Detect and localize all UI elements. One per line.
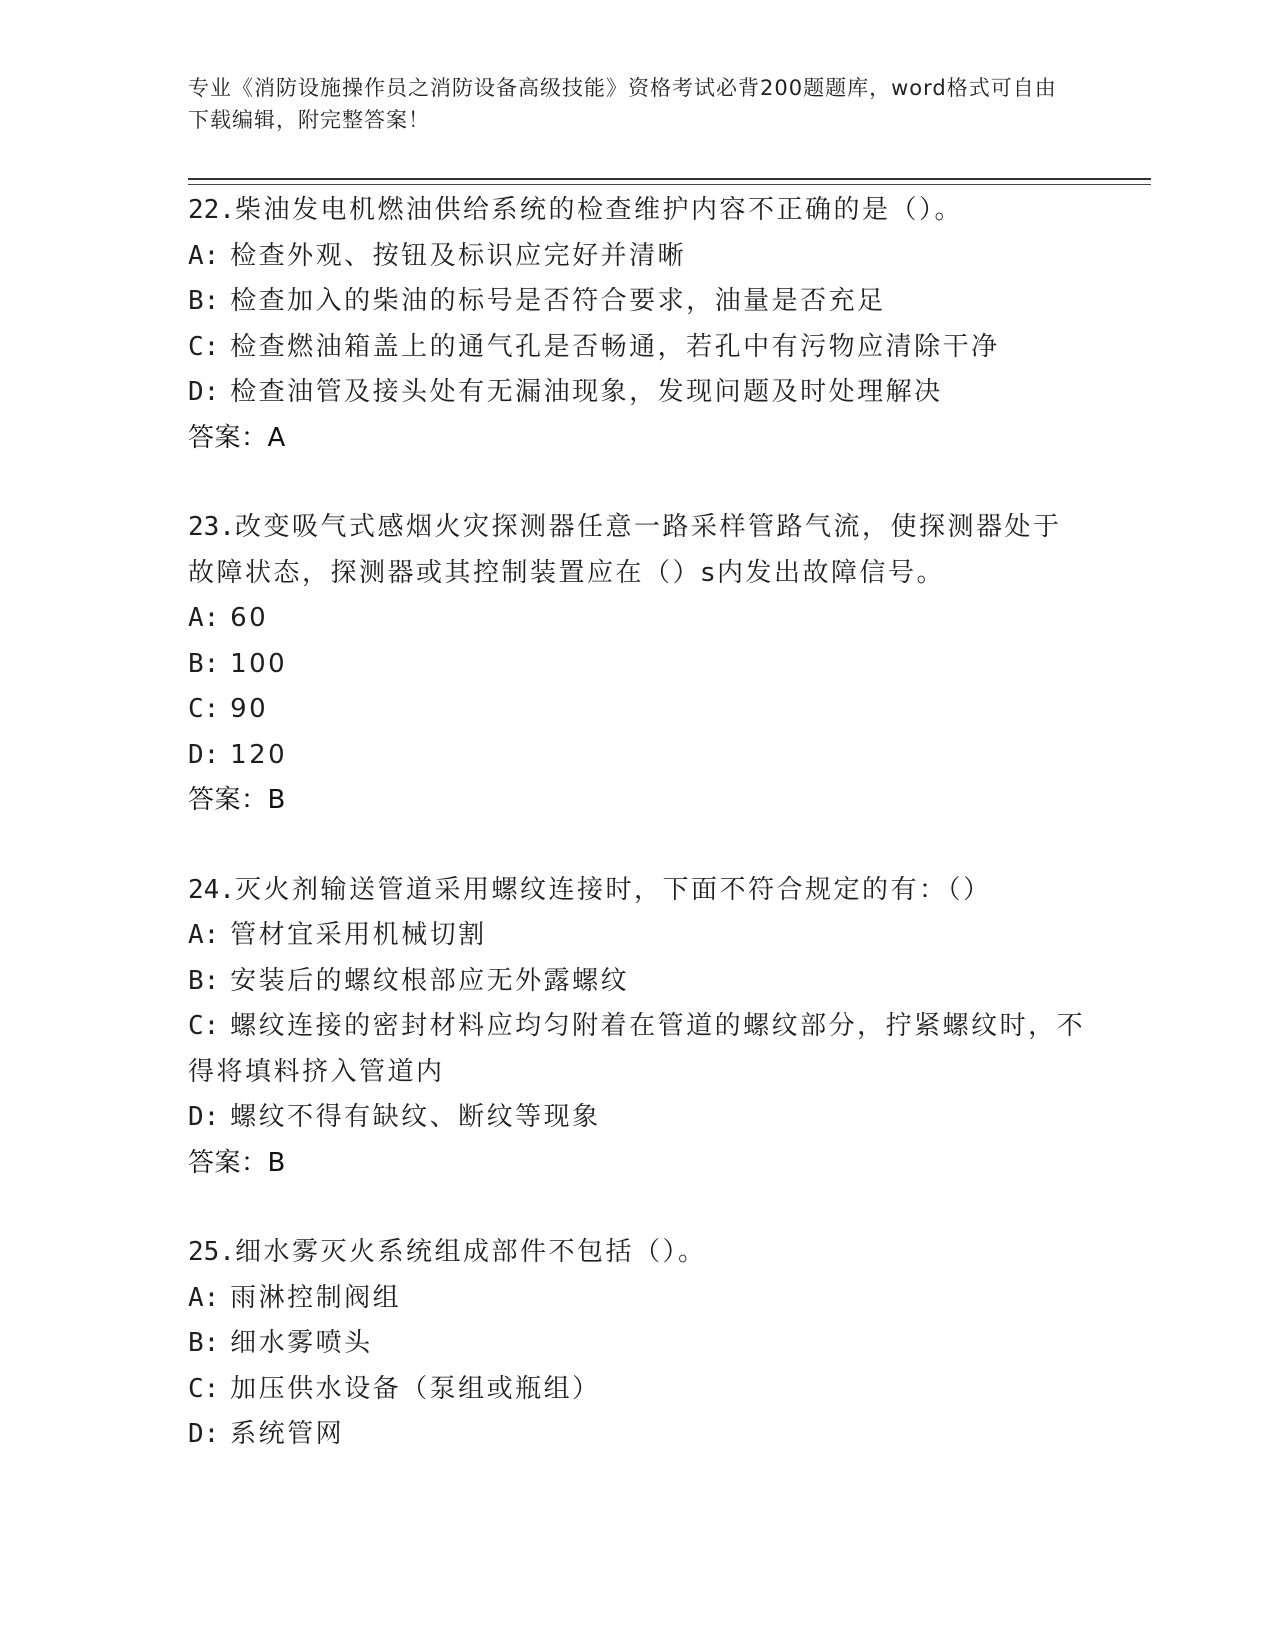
option-key: B: [188, 965, 220, 996]
option-a [188, 234, 1088, 280]
option-a [188, 596, 1088, 642]
option-text: 检查燃油箱盖上的通气孔是否畅通，若孔中有污物应清除干净 [230, 331, 1000, 362]
option-key: C: [188, 694, 220, 724]
answer-label: 答案： [188, 422, 268, 453]
question-22 [188, 188, 1088, 461]
option-text: 120 [230, 739, 288, 770]
option-key: B: [188, 1328, 220, 1358]
question-number: 22. [188, 195, 235, 225]
question-text: 柴油发电机燃油供给系统的检查维护内容不正确的是（）。 [234, 195, 963, 225]
option-c [188, 1004, 1088, 1095]
option-b [188, 279, 1088, 325]
option-key: A: [188, 240, 220, 271]
option-d [188, 370, 1088, 416]
option-key: D: [188, 1102, 220, 1132]
option-text: 螺纹连接的密封材料应均匀附着在管道的螺纹部分，拧紧螺纹时，不得将填料挤入管道内 [188, 1011, 1086, 1087]
option-c [188, 1367, 1088, 1413]
option-text: 管材宜采用机械切割 [230, 920, 487, 950]
question-23 [188, 505, 1088, 824]
option-d [188, 1412, 1088, 1458]
option-b [188, 959, 1088, 1005]
question-25 [188, 1230, 1088, 1458]
question-number: 24. [188, 874, 235, 905]
question-number: 23. [188, 512, 235, 542]
document-header: 专业《消防设施操作员之消防设备高级技能》资格考试必背200题题库，word格式可自由下载编辑，附完整答案！ [188, 76, 1057, 132]
question-stem [188, 505, 1088, 596]
option-key: A: [188, 603, 220, 633]
answer-value: B [267, 1147, 286, 1178]
option-key: D: [188, 377, 220, 407]
question-stem [188, 188, 1088, 234]
option-text: 检查外观、按钮及标识应完好并清晰 [230, 240, 687, 271]
question-text: 改变吸气式感烟火灾探测器任意一路采样管路气流，使探测器处于故障状态，探测器或其控制装置应在（）s内发出故障信号。 [188, 512, 1062, 588]
option-text: 雨淋控制阀组 [230, 1282, 402, 1313]
option-key: C: [188, 1011, 220, 1041]
question-text: 细水雾灭火系统组成部件不包括（）。 [234, 1237, 707, 1267]
option-key: C: [188, 1373, 220, 1404]
option-text: 90 [230, 694, 269, 724]
option-a [188, 1276, 1088, 1322]
answer-line [188, 1141, 1088, 1187]
option-b [188, 642, 1088, 688]
option-key: A: [188, 920, 220, 950]
question-stem [188, 868, 1088, 914]
header-rule-thin [188, 184, 1151, 185]
option-text: 60 [230, 603, 269, 633]
option-a [188, 913, 1088, 959]
option-text: 螺纹不得有缺纹、断纹等现象 [230, 1102, 601, 1132]
header-rule-thick [188, 178, 1151, 180]
option-b [188, 1321, 1088, 1367]
question-24 [188, 868, 1088, 1187]
answer-value: A [267, 422, 286, 453]
option-text: 安装后的螺纹根部应无外露螺纹 [230, 965, 630, 996]
option-text: 检查油管及接头处有无漏油现象，发现问题及时处理解决 [230, 377, 943, 407]
option-key: D: [188, 739, 220, 770]
option-key: C: [188, 331, 220, 362]
option-text: 检查加入的柴油的标号是否符合要求，油量是否充足 [230, 286, 886, 316]
answer-value: B [267, 785, 286, 815]
question-stem [188, 1230, 1088, 1276]
answer-line [188, 416, 1088, 462]
option-key: B: [188, 648, 220, 679]
answer-label: 答案： [188, 1147, 268, 1178]
option-key: A: [188, 1282, 220, 1313]
option-text: 100 [230, 648, 288, 679]
option-text: 加压供水设备（泵组或瓶组） [230, 1373, 601, 1404]
option-text: 系统管网 [230, 1419, 345, 1449]
option-key: D: [188, 1419, 220, 1449]
option-c [188, 687, 1088, 733]
question-text: 灭火剂输送管道采用螺纹连接时，下面不符合规定的有：（） [234, 874, 992, 905]
question-list [188, 188, 1088, 1502]
option-key: B: [188, 286, 220, 316]
answer-label: 答案： [188, 785, 268, 815]
option-d [188, 733, 1088, 779]
option-text: 细水雾喷头 [230, 1328, 373, 1358]
option-d [188, 1095, 1088, 1141]
option-c [188, 325, 1088, 371]
answer-line [188, 778, 1088, 824]
question-number: 25. [188, 1237, 235, 1267]
